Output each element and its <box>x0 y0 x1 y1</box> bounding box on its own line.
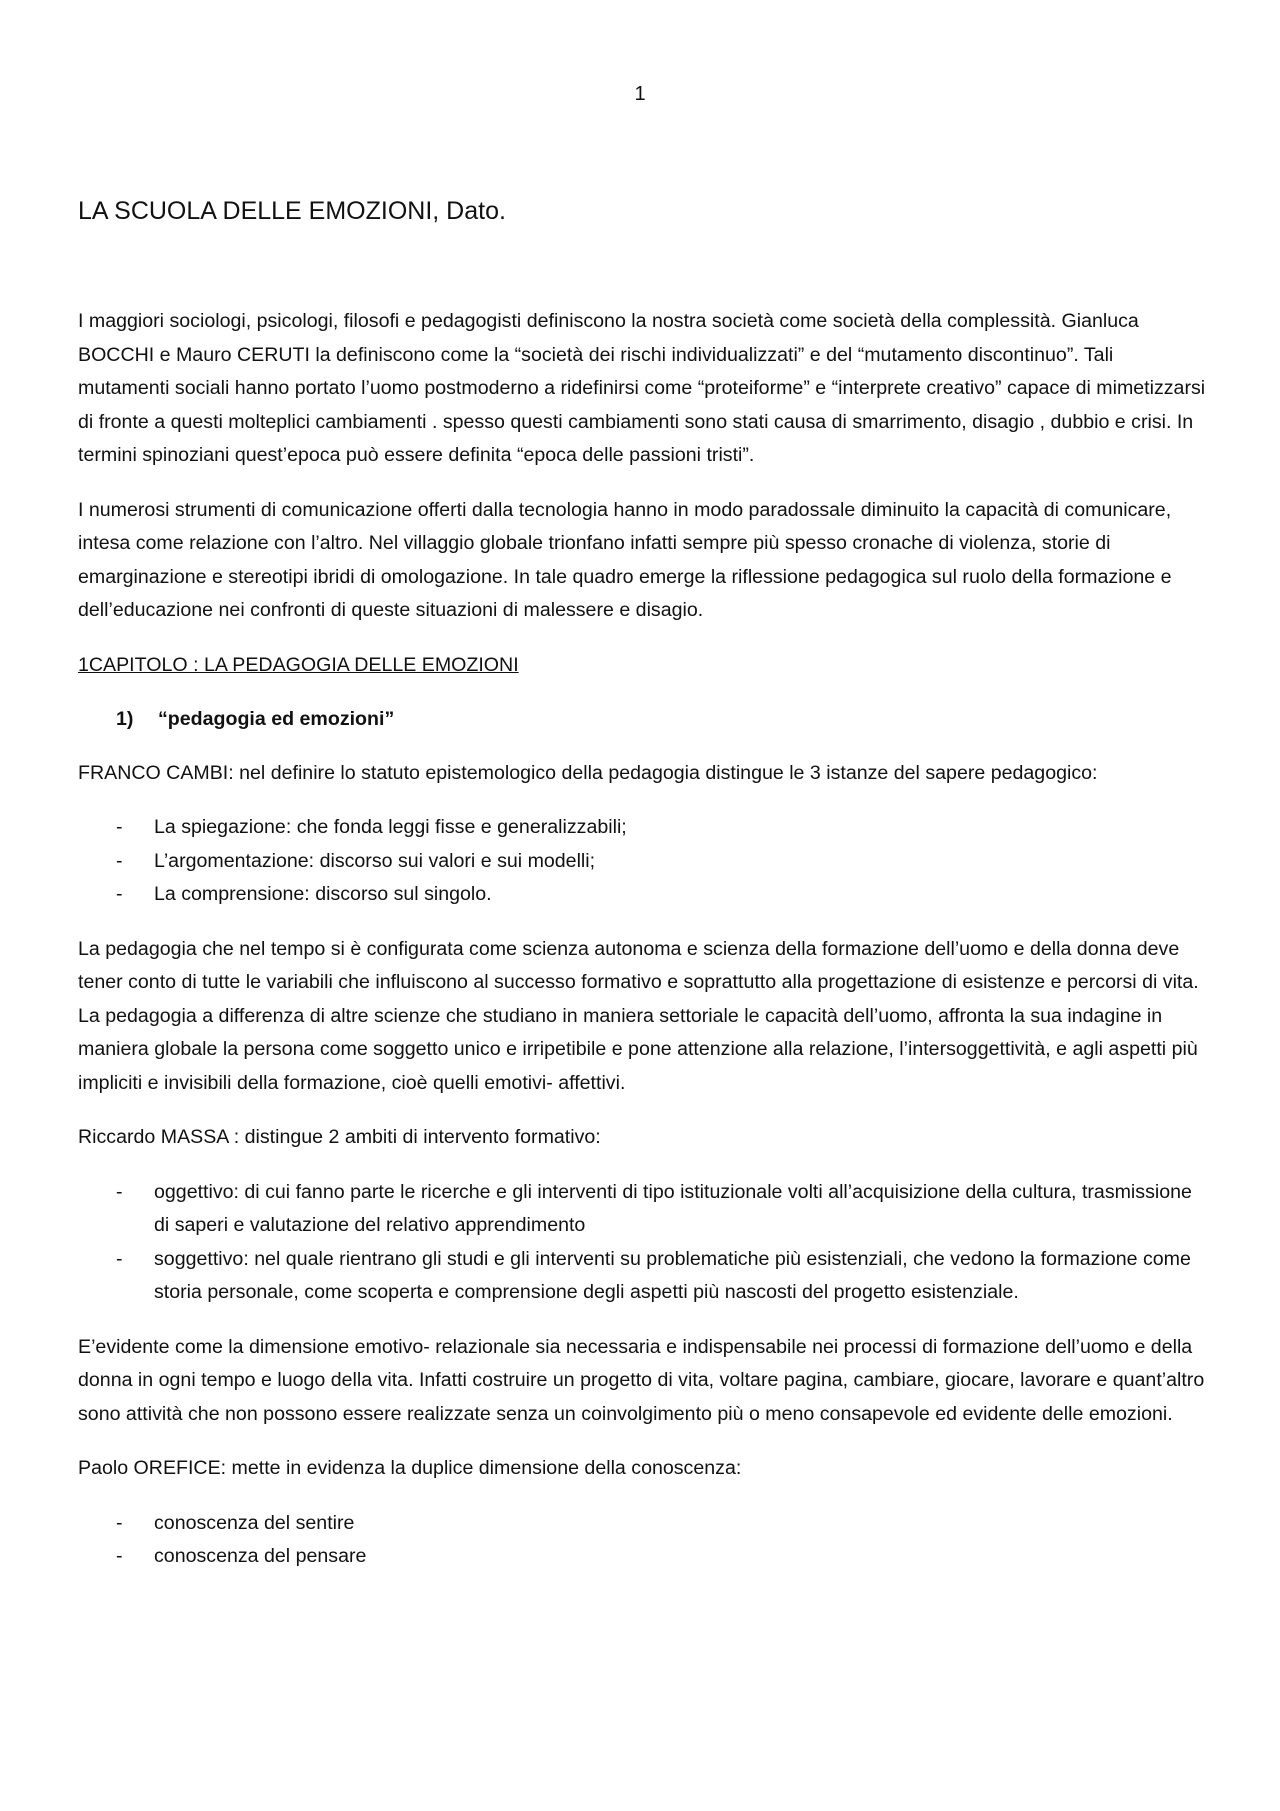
chapter-heading: 1CAPITOLO : LA PEDAGOGIA DELLE EMOZIONI <box>78 653 519 676</box>
list-dash: - <box>116 1511 123 1534</box>
pedagogia-paragraph: La pedagogia che nel tempo si è configurata come scienza autonoma e scienza della formazione dell’uomo e della donna deve tener conto di tutte le variabili che influiscono al successo formativo e soprattutto alla progettazione di esistenze e percorsi di vita. La pedagogia a differenza di altre scienze che studiano in maniera settoriale le capacità dell’uomo, affronta la sua indagine in maniera globale la persona come soggetto unico e irripetibile e pone attenzione alla relazione, l’intersoggettività, e agli aspetti più impliciti e invisibili della formazione, cioè quelli emotivi- affettivi. <box>78 937 1199 1094</box>
section-number: 1) <box>116 708 134 730</box>
list-dash: - <box>116 1180 123 1203</box>
list-item-text: conoscenza del pensare <box>154 1545 367 1567</box>
cambi-paragraph: FRANCO CAMBI: nel definire lo statuto epistemologico della pedagogia distingue le 3 istanze del sapere pedagogico: <box>78 761 1098 784</box>
cambi-list <box>78 811 1208 912</box>
list-item-text: soggettivo: nel quale rientrano gli studi e gli interventi su problematiche più esistenziali, che vedono la formazione come storia personale, come scoperta e comprensione degli aspetti più nascosti del progetto esistenziale. <box>154 1247 1191 1303</box>
list-item <box>78 878 1208 912</box>
list-dash: - <box>116 1247 123 1270</box>
list-item <box>78 1176 1208 1243</box>
list-item <box>78 1243 1208 1310</box>
document-body <box>78 305 1208 1595</box>
list-item <box>78 1540 1208 1574</box>
list-item-text: L’argomentazione: discorso sui valori e sui modelli; <box>154 849 596 872</box>
list-item-text: La spiegazione: che fonda leggi fisse e generalizzabili; <box>154 816 627 838</box>
page-number: 1 <box>634 83 646 105</box>
massa-list <box>78 1176 1208 1310</box>
document-title: LA SCUOLA DELLE EMOZIONI, Dato. <box>78 197 506 225</box>
section-title: “pedagogia ed emozioni” <box>158 708 395 730</box>
orefice-list <box>78 1507 1208 1574</box>
list-item <box>78 1507 1208 1541</box>
list-dash: - <box>116 849 123 872</box>
massa-paragraph: Riccardo MASSA : distingue 2 ambiti di intervento formativo: <box>78 1126 601 1148</box>
list-item <box>78 845 1208 879</box>
list-dash: - <box>116 1545 123 1567</box>
intro-paragraph-1: I maggiori sociologi, psicologi, filosofi e pedagogisti definiscono la nostra società come società della complessità. Gianluca BOCCHI e Mauro CERUTI la definiscono come la “società dei rischi individualizzati” e del “mutamento discontinuo”. Tali mutamenti sociali hanno portato l’uomo postmoderno a ridefinirsi come “proteiforme” e “interprete creativo” capace di mimetizzarsi di fronte a questi molteplici cambiamenti . spesso questi cambiamenti sono stati causa di smarrimento, disagio , dubbio e crisi. In termini spinoziani quest’epoca può essere definita “epoca delle passioni tristi”. <box>78 310 1206 466</box>
list-dash: - <box>116 883 123 905</box>
evidente-paragraph: E’evidente come la dimensione emotivo- relazionale sia necessaria e indispensabile nei processi di formazione dell’uomo e della donna in ogni tempo e luogo della vita. Infatti costruire un progetto di vita, voltare pagina, cambiare, giocare, lavorare e quant’altro sono attività che non possono essere realizzate senza un coinvolgimento più o meno consapevole ed evidente delle emozioni. <box>78 1335 1205 1425</box>
list-item-text: oggettivo: di cui fanno parte le ricerche e gli interventi di tipo istituzionale volti all’acquisizione della cultura, trasmissione di saperi e valutazione del relativo apprendimento <box>154 1180 1192 1236</box>
orefice-paragraph: Paolo OREFICE: mette in evidenza la duplice dimensione della conoscenza: <box>78 1457 742 1479</box>
intro-paragraph-2: I numerosi strumenti di comunicazione offerti dalla tecnologia hanno in modo paradossale diminuito la capacità di comunicare, intesa come relazione con l’altro. Nel villaggio globale trionfano infatti sempre più spesso cronache di violenza, storie di emarginazione e stereotipi ibridi di omologazione. In tale quadro emerge la riflessione pedagogica sul ruolo della formazione e dell’educazione nei confronti di queste situazioni di malessere e disagio. <box>78 498 1172 621</box>
list-item-text: conoscenza del sentire <box>154 1511 355 1534</box>
list-item-text: La comprensione: discorso sul singolo. <box>154 883 492 905</box>
list-item <box>78 811 1208 845</box>
list-dash: - <box>116 816 123 838</box>
section-heading <box>78 703 1208 737</box>
